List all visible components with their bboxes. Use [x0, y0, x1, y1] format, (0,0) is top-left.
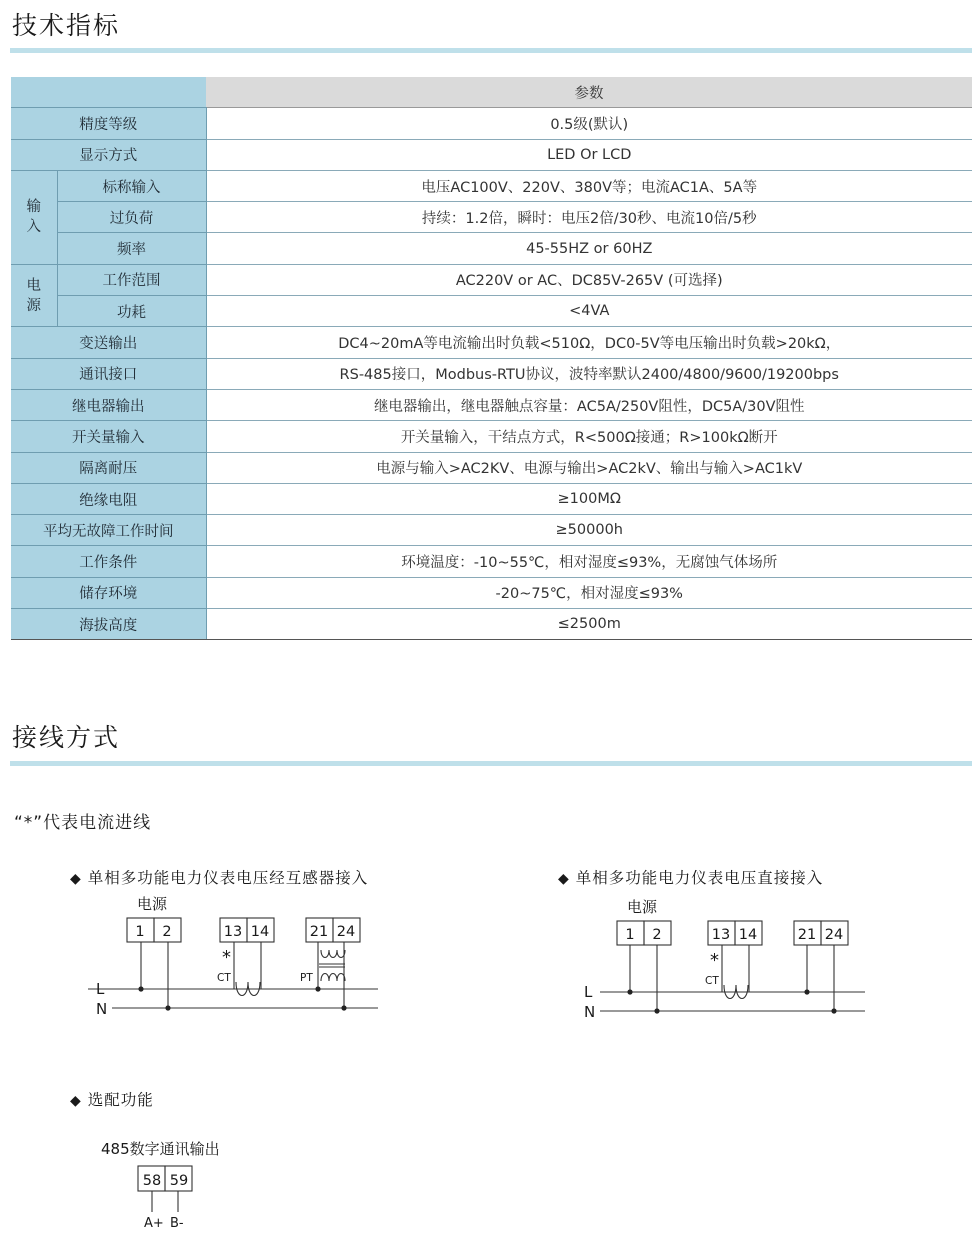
rs485-a-plus-label: A+: [144, 1216, 164, 1231]
spec-label-cell: 储存环境: [11, 577, 206, 608]
ct-label: CT: [217, 972, 231, 984]
rs485-b-minus-label: B-: [170, 1216, 184, 1231]
spec-label-cell: 显示方式: [11, 139, 206, 170]
line-L-label: L: [584, 983, 593, 1001]
current-inlet-star: *: [710, 950, 719, 971]
spec-value-cell: 开关量输入，干结点方式，R<500Ω接通；R>100kΩ断开: [206, 421, 972, 452]
spec-label-cell: 绝缘电阻: [11, 483, 206, 514]
spec-section-title: 技术指标: [12, 11, 121, 40]
terminal-2-label: 2: [162, 924, 172, 940]
wiring-section-title: 接线方式: [12, 723, 121, 752]
terminal-58-label: 58: [142, 1173, 162, 1189]
line-N-label: N: [584, 1003, 596, 1021]
spec-label-cell: 精度等级: [11, 108, 206, 139]
spec-label-cell: 变送输出: [11, 327, 206, 358]
spec-label-cell: 海拔高度: [11, 609, 206, 640]
option-title: 选配功能: [87, 1091, 154, 1109]
terminal-24-label: 24: [336, 924, 356, 940]
spec-value-cell: -20~75℃，相对湿度≤93%: [206, 577, 972, 608]
terminal-14-label: 14: [250, 924, 270, 940]
spec-value-cell: LED Or LCD: [206, 139, 972, 170]
spec-value-cell: ≤2500m: [206, 609, 972, 640]
power-label: 电源: [627, 898, 658, 916]
terminal-59-label: 59: [169, 1173, 189, 1189]
diagram1-title: 单相多功能电力仪表电压经互感器接入: [87, 869, 369, 887]
spec-value-cell: 继电器输出，继电器触点容量：AC5A/250V阻性，DC5A/30V阻性: [206, 389, 972, 420]
terminal-13-label: 13: [223, 924, 243, 940]
terminal-21-label: 21: [309, 924, 329, 940]
pt-coil-top: [321, 950, 345, 958]
current-inlet-note: “*”代表电流进线: [14, 813, 152, 833]
diamond-bullet-icon: ◆: [558, 871, 570, 887]
junction-dots: [138, 986, 836, 1013]
power-label: 电源: [137, 895, 168, 913]
spec-label-cell: 标称输入: [57, 170, 206, 201]
terminal-2-label: 2: [652, 927, 662, 943]
terminal-1-label: 1: [135, 924, 145, 940]
current-inlet-star: *: [222, 947, 231, 968]
spec-value-cell: 45-55HZ or 60HZ: [206, 233, 972, 264]
terminal-14-label: 14: [738, 927, 758, 943]
spec-header-cell: 参数: [206, 77, 972, 108]
terminal-21-label: 21: [797, 927, 817, 943]
spec-value-cell: RS-485接口，Modbus-RTU协议，波特率默认2400/4800/9600/19200bps: [206, 358, 972, 389]
rs485-output-label: 485数字通讯输出: [101, 1140, 220, 1158]
spec-label-cell: 工作范围: [57, 264, 206, 295]
spec-value-cell: ≥100MΩ: [206, 483, 972, 514]
spec-label-cell: 通讯接口: [11, 358, 206, 389]
spec-value-cell: ≥50000h: [206, 515, 972, 546]
spec-label-cell: 平均无故障工作时间: [11, 515, 206, 546]
spec-label-cell: 继电器输出: [11, 389, 206, 420]
spec-value-cell: 电源与输入>AC2KV、电源与输出>AC2kV、输出与输入>AC1kV: [206, 452, 972, 483]
pt-coil-bottom: [321, 974, 345, 982]
diamond-bullet-icon: ◆: [70, 1093, 82, 1109]
spec-label-cell: 工作条件: [11, 546, 206, 577]
spec-group-label: 电源: [11, 264, 57, 327]
ct-label: CT: [705, 975, 719, 987]
spec-label-cell: 隔离耐压: [11, 452, 206, 483]
spec-value-cell: 环境温度：-10~55℃，相对湿度≤93%，无腐蚀气体场所: [206, 546, 972, 577]
spec-value-cell: DC4~20mA等电流输出时负载<510Ω，DC0-5V等电压输出时负载>20kΩ，: [206, 327, 972, 358]
terminal-13-label: 13: [711, 927, 731, 943]
spec-value-cell: 电压AC100V、220V、380V等；电流AC1A、5A等: [206, 170, 972, 201]
terminal-1-label: 1: [625, 927, 635, 943]
spec-label-cell: 过负荷: [57, 202, 206, 233]
spec-label-cell: 开关量输入: [11, 421, 206, 452]
spec-value-cell: 0.5级(默认): [206, 108, 972, 139]
spec-value-cell: AC220V or AC、DC85V-265V (可选择): [206, 264, 972, 295]
spec-label-cell: 频率: [57, 233, 206, 264]
spec-group-label: 输入: [11, 170, 57, 264]
spec-label-cell: 功耗: [57, 296, 206, 327]
spec-value-cell: 持续：1.2倍，瞬时：电压2倍/30秒、电流10倍/5秒: [206, 202, 972, 233]
line-N-label: N: [96, 1000, 108, 1018]
spec-value-cell: <4VA: [206, 296, 972, 327]
terminal-24-label: 24: [824, 927, 844, 943]
diamond-bullet-icon: ◆: [70, 871, 82, 887]
diagram2-title: 单相多功能电力仪表电压直接接入: [575, 869, 824, 887]
pt-label: PT: [300, 972, 313, 984]
line-L-label: L: [96, 980, 105, 998]
